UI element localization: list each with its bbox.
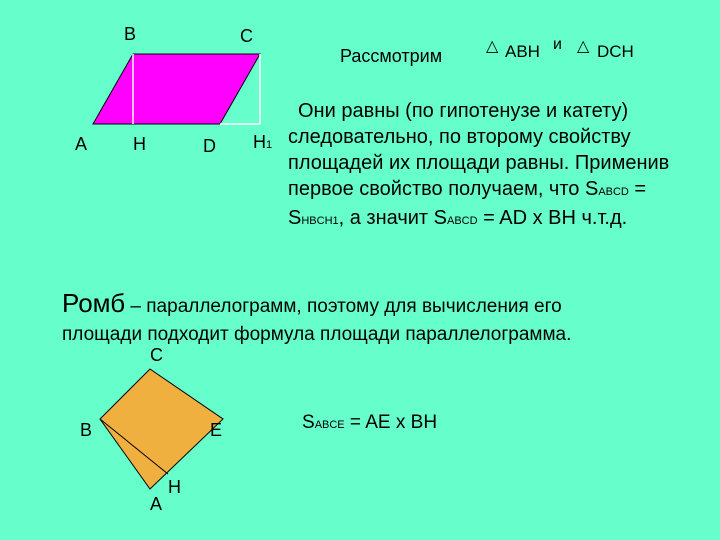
parallelogram-abcd [93,54,260,124]
explanation-line-4: первое свойство получаем, что SABCD = [288,178,647,200]
explanation-line-5: SHBCH1, а значит SABCD = AD x BH ч.т.д. [288,207,628,229]
rhombus-label-c: C [150,345,163,365]
label-h1 [253,132,272,153]
triangle-icon: △ [577,38,590,55]
and-word: и [553,36,562,53]
label-b: B [124,24,137,44]
rhombus-statement [62,288,562,319]
label-d: D [203,136,216,156]
rhombus-line-2: площади подходит формула площади параллелограмма. [62,324,572,345]
rhombus-label-e: E [210,420,223,440]
rhombus-word: Ромб [62,288,126,318]
rhombus-label-b: B [80,420,93,440]
label-h1-sub: 1 [266,139,273,151]
formula-subscript: ABCE [314,419,345,431]
explanation-line-2: следовательно, по второму свойству [288,126,631,148]
triangle-dch: DCH [597,42,634,61]
rhombus-abce [100,369,223,489]
triangle-abh: ABH [505,42,540,61]
explanation-line-1: Они равны (по гипотенузе и катету) [298,100,629,122]
label-h: H [133,134,146,154]
label-c: C [240,26,253,46]
label-h1-main: H [253,132,266,152]
triangle-icon: △ [486,38,499,55]
rhombus-line-1: – параллелограмм, поэтому для вычисления его [125,296,562,317]
rhombus-label-a: A [150,494,163,514]
label-a: A [75,134,88,154]
explanation-line-3: площадей их площади равны. Применив [288,152,670,174]
explanation-text [288,98,669,234]
consider-word: Рассмотрим [340,46,443,66]
rhombus-label-h: H [168,477,181,497]
area-formula: SABCE = AE x BH [302,412,438,433]
